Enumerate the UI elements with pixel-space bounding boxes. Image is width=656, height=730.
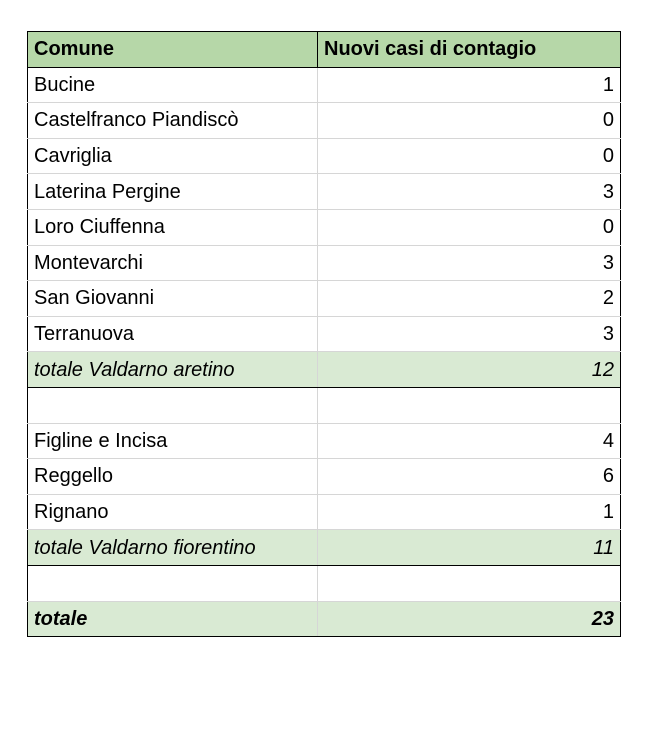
table-body [28,67,621,637]
comune-cell: Loro Ciuffenna [28,209,318,245]
comune-cell: San Giovanni [28,281,318,317]
casi-cell: 0 [318,138,621,174]
casi-cell: 4 [318,423,621,459]
casi-cell: 0 [318,103,621,139]
subtotal-row [28,530,621,566]
header-comune: Comune [28,32,318,68]
comune-cell: Montevarchi [28,245,318,281]
casi-cell: 1 [318,494,621,530]
table-row [28,103,621,139]
casi-cell: 1 [318,67,621,103]
comune-cell: Castelfranco Piandiscò [28,103,318,139]
header-row [28,32,621,68]
blank-row [28,565,621,601]
table-row [28,209,621,245]
casi-cell: 0 [318,209,621,245]
comune-cell: totale [28,601,318,637]
casi-cell: 11 [318,530,621,566]
casi-cell: 3 [318,316,621,352]
grand-total-row [28,601,621,637]
blank-row [28,387,621,423]
comune-cell: totale Valdarno aretino [28,352,318,388]
casi-cell [318,387,621,423]
comune-cell: Terranuova [28,316,318,352]
table-row [28,494,621,530]
comune-cell: Laterina Pergine [28,174,318,210]
table-row [28,459,621,495]
contagion-table [27,31,621,637]
table-row [28,245,621,281]
comune-cell [28,565,318,601]
table-row [28,316,621,352]
comune-cell: Rignano [28,494,318,530]
casi-cell: 2 [318,281,621,317]
comune-cell: Cavriglia [28,138,318,174]
table-row [28,67,621,103]
comune-cell: Reggello [28,459,318,495]
header-nuovi-casi: Nuovi casi di contagio [318,32,621,68]
comune-cell: Bucine [28,67,318,103]
casi-cell: 3 [318,174,621,210]
comune-cell: Figline e Incisa [28,423,318,459]
comune-cell: totale Valdarno fiorentino [28,530,318,566]
table-row [28,281,621,317]
comune-cell [28,387,318,423]
casi-cell: 6 [318,459,621,495]
table-row [28,174,621,210]
casi-cell: 3 [318,245,621,281]
casi-cell: 12 [318,352,621,388]
casi-cell: 23 [318,601,621,637]
subtotal-row [28,352,621,388]
table-row [28,138,621,174]
casi-cell [318,565,621,601]
table-row [28,423,621,459]
